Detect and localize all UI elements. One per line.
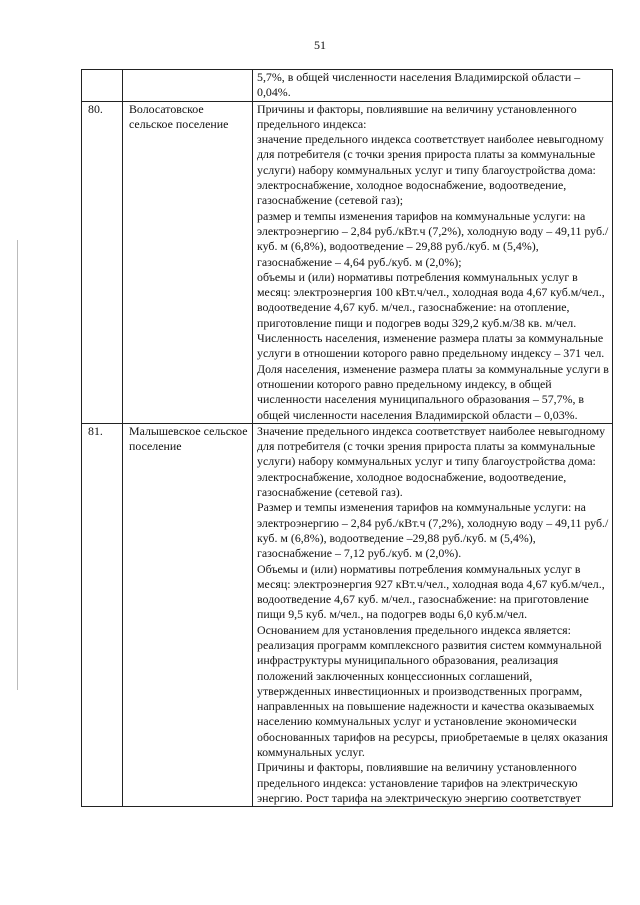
description-cell (253, 70, 613, 102)
document-table (81, 69, 613, 807)
row-number-cell: 81. (82, 423, 123, 806)
description-paragraph: Основанием для установления предельного индекса является: реализация программ комплексного развития систем коммунальной инфраструктуры муниципального образования, реализация положений заключенных концессионных соглашений, утвержденных инвестиционных и производственных программ, направленных на повышение надежности и качества оказываемых населению коммунальных услуг и установление экономически обоснованных тарифов на ресурсы, приобретаемые в целях оказания коммунальных услуг. (257, 622, 608, 760)
scan-margin-line (17, 240, 18, 690)
description-cell (253, 101, 613, 423)
description-paragraph: Доля населения, изменение размера платы за коммунальные услуги в отношении которого равно предельному индексу, в общей численности населения муниципального образования – 57,7%, в общей численности населения Владимирской области – 0,03%. (257, 361, 609, 422)
row-number-cell: 80. (82, 101, 123, 423)
description-paragraph: размер и темпы изменения тарифов на коммунальные услуги: на электроэнергию – 2,84 руб./кВт.ч (7,2%), холодную воду – 49,11 руб./куб. м (6,8%), водоотведение – 29,88 руб./куб. м (5,4%), газоснабжение – 4,64 руб./куб. м (2,0%); (257, 208, 609, 269)
page-number: 51 (314, 38, 326, 52)
description-paragraph: Причины и факторы, повлиявшие на величину установленного предельного индекса: (257, 101, 577, 131)
settlement-name-cell: Малышевское сельское поселение (123, 423, 253, 806)
description-paragraph: Значение предельного индекса соответствует наиболее невыгодному для потребителя (с точки зрения прироста платы за коммунальные услуги) набору коммунальных услуг и типу благоустройства дома: электроснабжение, холодное водоснабжение, водоотведение, газоснабжение (сетевой газ). (257, 423, 606, 500)
description-paragraph: Причины и факторы, повлиявшие на величину установленного предельного индекса: установление тарифов на электрическую энергию. Рост тарифа на электрическую энергию соответствует (257, 760, 581, 805)
table-row (82, 101, 613, 423)
description-paragraph: Численность населения, изменение размера платы за коммунальные услуги в отношении которого равно предельному индексу – 371 чел. (257, 331, 605, 361)
description-cell (253, 423, 613, 806)
description-paragraph: 5,7%, в общей численности населения Владимирской области – 0,04%. (257, 70, 581, 100)
table-row (82, 70, 613, 102)
description-paragraph: Размер и темпы изменения тарифов на коммунальные услуги: на электроэнергию – 2,84 руб./кВт.ч (7,2%), холодную воду – 49,11 руб./куб. м (6,8%), водоотведение –29,88 руб./куб. м (5,4%), газоснабжение – 7,12 руб./куб. м (2,0%). (257, 500, 609, 561)
settlement-name-cell: Волосатовское сельское поселение (123, 101, 253, 423)
description-paragraph: объемы и (или) нормативы потребления коммунальных услуг в месяц: электроэнергия 100 кВт.ч/чел., холодная вода 4,67 куб.м/чел., водоотведение 4,67 куб. м/чел., газоснабжение: на отопление, приготовление пищи и подогрев воды 329,2 куб.м/38 кв. м/чел. (257, 269, 605, 330)
row-number-cell (82, 70, 123, 102)
description-paragraph: Объемы и (или) нормативы потребления коммунальных услуг в месяц: электроэнергия 927 кВт.ч/чел., холодная вода 4,67 куб.м/чел., водоотведение 4,67 куб. м/чел., газоснабжение: на приготовление пищи 9,5 куб. м/чел., на подогрев воды 6,0 куб.м/чел. (257, 561, 605, 622)
description-paragraph: значение предельного индекса соответствует наиболее невыгодному для потребителя (с точки зрения прироста платы за коммунальные услуги) набору коммунальных услуг и типу благоустройства дома: электроснабжение, холодное водоснабжение, водоотведение, газоснабжение (сетевой газ); (257, 132, 604, 208)
settlement-name-cell (123, 70, 253, 102)
table-row (82, 423, 613, 806)
